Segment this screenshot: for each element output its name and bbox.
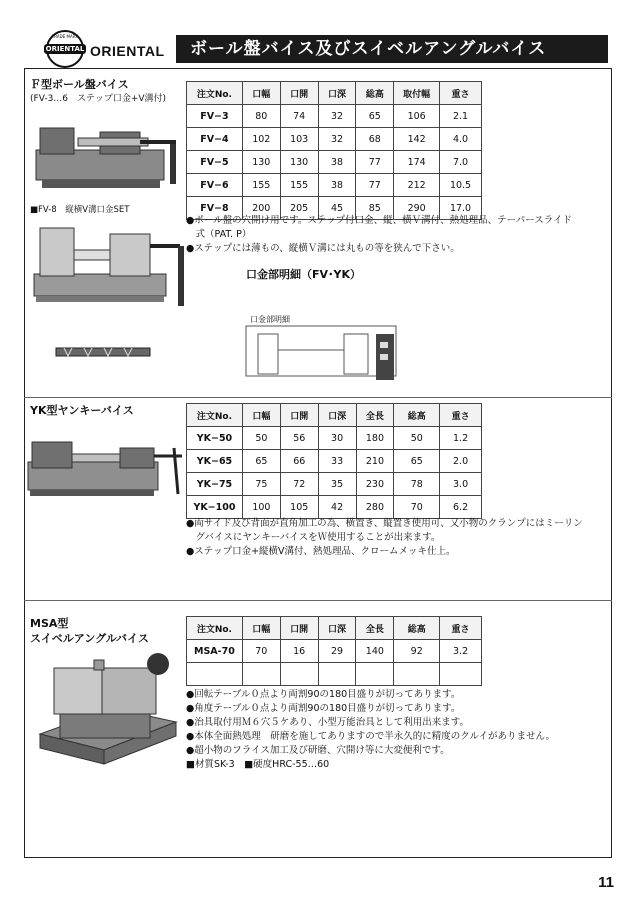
note-line: ●ボール盤の穴開け用です。ステップ付口金、縦、横Ｖ溝付、熱処理品、テーパースライド [186,215,572,226]
model-number-cell: YK−75 [187,473,243,496]
table-cell: 74 [280,105,318,128]
table-cell: 33 [318,450,356,473]
table-cell: 142 [394,128,440,151]
col-header: 口深 [318,617,356,640]
col-header: 全長 [356,404,394,427]
table-cell: 103 [280,128,318,151]
table-row [187,105,482,128]
table-row [187,473,482,496]
msa-vise-image [34,650,184,772]
logo-text: ORIENTAL [45,45,85,53]
table-cell: 4.0 [440,128,482,151]
section-divider [24,600,612,601]
table-cell: 140 [356,640,394,663]
col-header: 重さ [440,617,482,640]
table-cell: 32 [318,105,356,128]
table-row [187,640,482,663]
jaw-detail-title: 口金部明細（FV･YK） [246,268,362,281]
col-header: 注文No. [187,404,243,427]
table-cell [280,663,318,686]
page-number: 11 [598,874,614,891]
col-header: 口幅 [242,617,280,640]
table-cell: 70 [242,640,280,663]
table-cell [318,663,356,686]
table-cell: 6.2 [440,496,482,519]
table-cell: 38 [318,151,356,174]
table-cell: 65 [394,450,440,473]
table-cell: 280 [356,496,394,519]
table-cell: 3.0 [440,473,482,496]
table-cell: 56 [280,427,318,450]
table-cell: 29 [318,640,356,663]
col-header: 口幅 [242,404,280,427]
model-number-cell: FV−6 [187,174,243,197]
table-cell: 16 [280,640,318,663]
table-cell [394,663,440,686]
table-cell: 92 [394,640,440,663]
table-cell: 72 [280,473,318,496]
table-cell: 80 [242,105,280,128]
table-cell: 230 [356,473,394,496]
yk-spec-table [186,403,482,519]
col-header: 総高 [356,82,394,105]
note-line: ●本体全面熱処理 研磨を施してありますので半永久的に精度のクルイがありません。 [186,731,556,742]
table-cell: 66 [280,450,318,473]
col-header: 取付幅 [394,82,440,105]
table-header-row [187,404,482,427]
table-cell: 7.0 [440,151,482,174]
v-groove-jaw-image [54,344,154,360]
table-cell: 205 [280,197,318,220]
brand-name: ORIENTAL [90,43,165,59]
table-cell: 42 [318,496,356,519]
col-header: 重さ [440,404,482,427]
table-header-row [187,617,482,640]
jaw-detail-label: 口金部明細 [250,315,290,324]
model-number-cell: YK−65 [187,450,243,473]
table-row [187,663,482,686]
table-cell: 180 [356,427,394,450]
page-title: ボール盤バイス及びスイベルアングルバイス [176,35,608,63]
col-header: 口深 [318,404,356,427]
logo-trademark: TRADE MARK [51,34,79,39]
fv-notes [186,214,572,256]
section-divider [24,397,612,398]
table-cell: 2.0 [440,450,482,473]
table-cell: 130 [280,151,318,174]
model-number-cell: FV−4 [187,128,243,151]
table-cell [242,663,280,686]
model-number-cell: MSA-70 [187,640,243,663]
table-cell: 100 [242,496,280,519]
table-cell: 105 [280,496,318,519]
table-cell: 32 [318,128,356,151]
table-cell: 130 [242,151,280,174]
table-cell: 50 [242,427,280,450]
msa-section-subtitle: スイベルアングルバイス [30,632,149,645]
model-number-cell: FV−3 [187,105,243,128]
note-line: ●角度テーブル０点より両割90の180目盛りが切ってあります。 [186,703,461,714]
table-cell: 2.1 [440,105,482,128]
table-cell [440,663,482,686]
note-line: グバイスにヤンキーバイスをＷ使用することが出来ます。 [186,532,441,543]
table-cell [356,663,394,686]
model-number-cell: YK−100 [187,496,243,519]
yk-notes [186,517,583,559]
table-cell: 106 [394,105,440,128]
msa-section-title: MSA型 [30,617,69,630]
table-row [187,151,482,174]
col-header: 口深 [318,82,356,105]
fv8-vise-image [30,216,190,310]
table-cell: 78 [394,473,440,496]
col-header: 全長 [356,617,394,640]
table-cell: 10.5 [440,174,482,197]
model-number-cell [187,663,243,686]
yk-section-title: YK型ヤンキーバイス [30,404,134,417]
table-cell: 3.2 [440,640,482,663]
table-cell: 38 [318,174,356,197]
table-cell: 50 [394,427,440,450]
table-cell: 85 [356,197,394,220]
col-header: 総高 [394,617,440,640]
model-number-cell: FV−5 [187,151,243,174]
table-cell: 17.0 [440,197,482,220]
table-cell: 35 [318,473,356,496]
col-header: 注文No. [187,82,243,105]
note-line: 式（PAT. P） [186,229,252,240]
table-cell: 210 [356,450,394,473]
col-header: 口幅 [242,82,280,105]
table-cell: 30 [318,427,356,450]
table-cell: 174 [394,151,440,174]
table-cell: 155 [280,174,318,197]
fv8-caption: ■FV-8 縦横V溝口金SET [30,205,130,215]
col-header: 口開 [280,617,318,640]
col-header: 口開 [280,82,318,105]
note-line: ●ステップ口金+縦横V溝付、熱処理品、クロームメッキ仕上。 [186,546,456,557]
table-cell: 102 [242,128,280,151]
note-line: ●超小物のフライス加工及び研磨、穴開け等に大変便利です。 [186,745,450,756]
model-number-cell: YK−50 [187,427,243,450]
table-cell: 1.2 [440,427,482,450]
note-line: ■材質SK-3 ■硬度HRC-55…60 [186,759,330,770]
table-row [187,128,482,151]
col-header: 重さ [440,82,482,105]
oriental-logo [46,30,84,68]
table-header-row [187,82,482,105]
table-cell: 75 [242,473,280,496]
table-cell: 77 [356,151,394,174]
msa-notes [186,688,555,772]
table-cell: 212 [394,174,440,197]
table-cell: 65 [356,105,394,128]
table-cell: 70 [394,496,440,519]
table-cell: 45 [318,197,356,220]
table-row [187,496,482,519]
fv-section-subtitle: (FV-3…6 ステップ口金+V溝付) [30,94,167,104]
fv-section-title: Ｆ型ボール盤バイス [30,78,129,91]
note-line: ●回転テーブル０点より両割90の180目盛りが切ってあります。 [186,689,461,700]
fv-vise-image [30,108,182,194]
table-cell: 65 [242,450,280,473]
table-row [187,450,482,473]
col-header: 口開 [280,404,318,427]
table-cell: 200 [242,197,280,220]
table-cell: 290 [394,197,440,220]
col-header: 注文No. [187,617,243,640]
table-cell: 68 [356,128,394,151]
table-cell: 155 [242,174,280,197]
yk-vise-image [24,428,184,508]
note-line: ●両サイド及び背面が直角加工の為、横置き、縦置き使用可、又小物のクランプにはミーリン [186,518,583,529]
fv-spec-table [186,81,482,220]
col-header: 総高 [394,404,440,427]
table-row [187,174,482,197]
note-line: ●治具取付用Ｍ６穴５ケあり、小型万能治具として利用出来ます。 [186,717,470,728]
model-number-cell: FV−8 [187,197,243,220]
table-row [187,427,482,450]
table-cell: 77 [356,174,394,197]
msa-spec-table [186,616,482,686]
note-line: ●ステップには薄もの、縦横Ｖ溝には丸もの等を狭んで下さい。 [186,243,460,254]
